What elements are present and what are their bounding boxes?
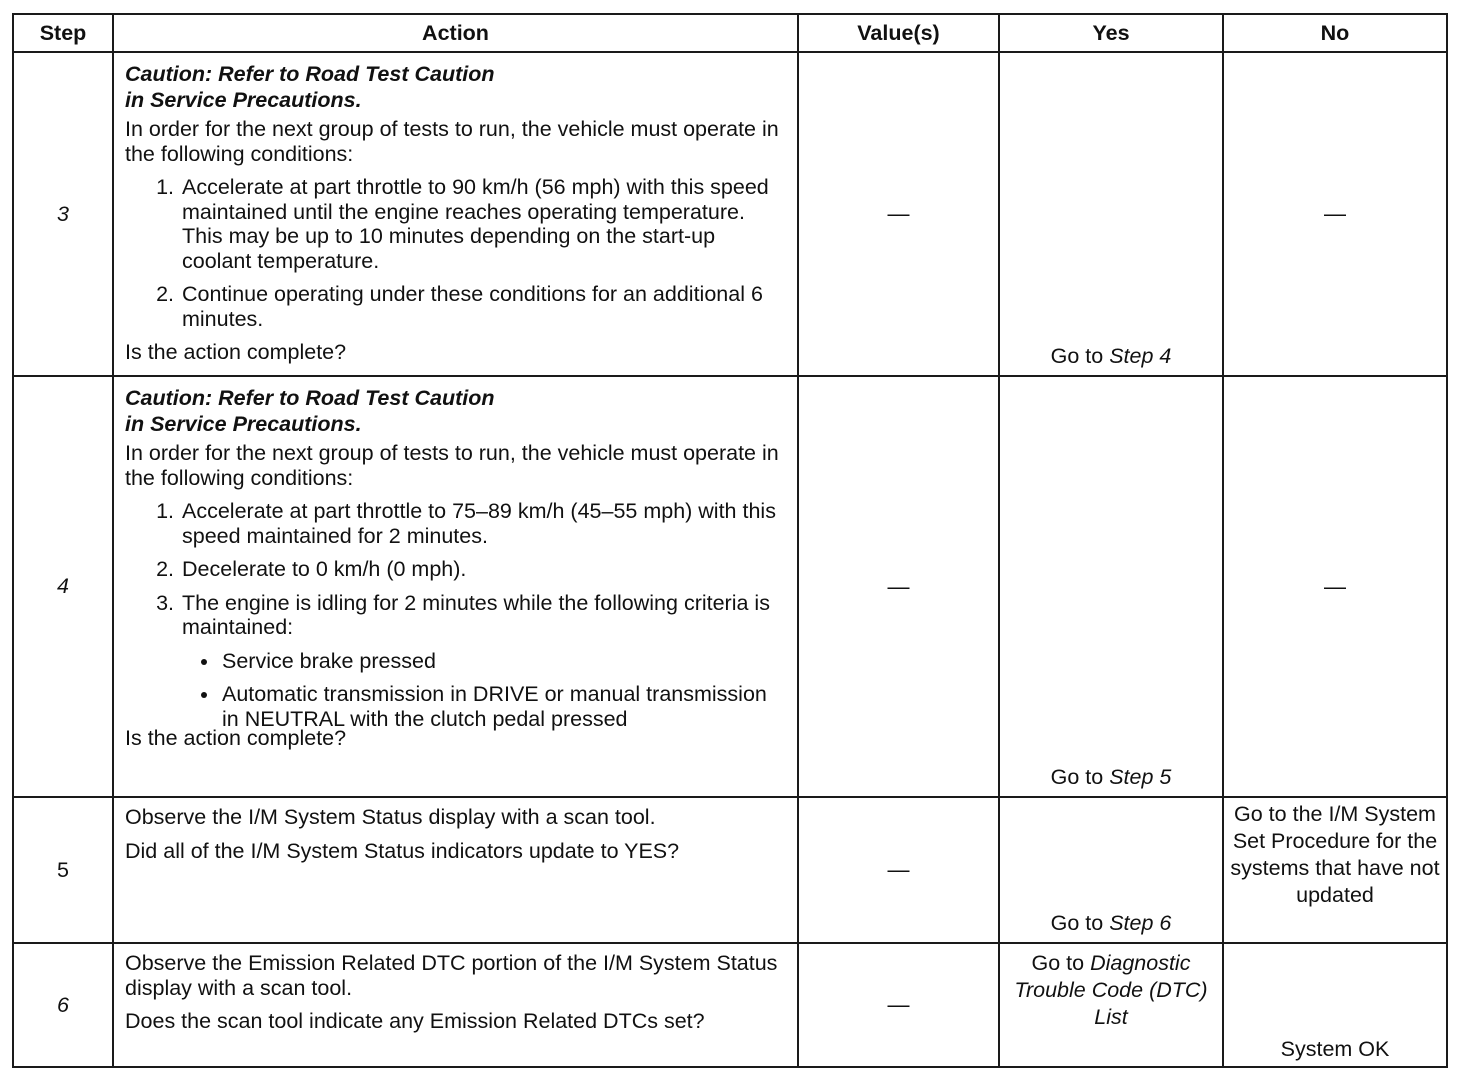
bullet-list <box>182 649 787 732</box>
go-to-text: Go to <box>1050 344 1110 368</box>
list-item <box>180 591 787 732</box>
step-link[interactable]: Step 6 <box>1109 911 1172 935</box>
list-item: 1. Accelerate at part throttle to 75–89 km/h (45–55 mph) with this speed maintained for 2 minutes. <box>180 499 787 548</box>
dtc-list-link[interactable]: Diagnostic Trouble Code (DTC) List <box>1014 951 1208 1029</box>
no-cell: — <box>1223 376 1447 797</box>
step-number: 6 <box>13 943 113 1067</box>
list-item: 2. Continue operating under these conditions for an additional 6 minutes. <box>180 282 787 331</box>
step-link[interactable]: Step 5 <box>1109 765 1172 789</box>
yes-cell <box>999 376 1223 797</box>
caution-line: in Service Precautions. <box>125 412 362 436</box>
table-row <box>13 376 1447 797</box>
diagnostic-table <box>12 13 1448 1068</box>
instruction-text: Observe the I/M System Status display with a scan tool. <box>125 805 656 829</box>
no-cell <box>1223 797 1447 943</box>
list-item-text: The engine is idling for 2 minutes while the following criteria is maintained: <box>182 590 770 639</box>
action-cell <box>113 52 798 376</box>
table-row <box>13 797 1447 943</box>
action-cell <box>113 376 798 797</box>
bullet-item: • Automatic transmission in DRIVE or manual transmission in NEUTRAL with the clutch pedal pressed <box>220 682 787 731</box>
question-text: Is the action complete? <box>125 726 347 750</box>
step-number: 3 <box>13 52 113 376</box>
yes-cell <box>999 797 1223 943</box>
numbered-list <box>125 175 787 331</box>
question-text: Is the action complete? <box>125 340 347 364</box>
instruction-text: In order for the next group of tests to run, the vehicle must operate in the following conditions: <box>125 441 779 490</box>
header-no: No <box>1223 14 1447 52</box>
action-cell <box>113 797 798 943</box>
header-action: Action <box>113 14 798 52</box>
step-number: 5 <box>13 797 113 943</box>
header-yes: Yes <box>999 14 1223 52</box>
caution-text <box>125 384 787 435</box>
header-row <box>13 14 1447 52</box>
bullet-item: • Service brake pressed <box>220 649 787 674</box>
value-cell: — <box>798 797 999 943</box>
instruction-text: Observe the Emission Related DTC portion of the I/M System Status display with a scan tool. <box>125 951 778 1000</box>
caution-text <box>125 60 787 111</box>
numbered-list <box>125 499 787 731</box>
caution-line: in Service Precautions. <box>125 88 362 112</box>
step-number: 4 <box>13 376 113 797</box>
question-text: Does the scan tool indicate any Emission Related DTCs set? <box>125 1009 705 1033</box>
no-action-text: Go to the I/M System Set Procedure for the systems that have not updated <box>1230 802 1440 907</box>
system-ok-text: System OK <box>1280 1037 1390 1061</box>
question-text: Did all of the I/M System Status indicators update to YES? <box>125 838 680 863</box>
action-cell <box>113 943 798 1067</box>
value-cell: — <box>798 376 999 797</box>
yes-cell <box>999 52 1223 376</box>
go-to-text: Go to <box>1050 765 1110 789</box>
list-item: 1. Accelerate at part throttle to 90 km/h (56 mph) with this speed maintained until the engine reaches operating temperature. This may be up to 10 minutes depending on the start-up coolant temperature. <box>180 175 787 273</box>
no-cell <box>1223 943 1447 1067</box>
value-cell: — <box>798 943 999 1067</box>
list-item: 2. Decelerate to 0 km/h (0 mph). <box>180 557 787 582</box>
step-link[interactable]: Step 4 <box>1109 344 1172 368</box>
header-values: Value(s) <box>798 14 999 52</box>
go-to-text: Go to <box>1031 951 1091 975</box>
table-row <box>13 52 1447 376</box>
caution-line: Caution: Refer to Road Test Caution <box>125 386 495 410</box>
header-step: Step <box>13 14 113 52</box>
no-cell: — <box>1223 52 1447 376</box>
yes-cell <box>999 943 1223 1067</box>
value-cell: — <box>798 52 999 376</box>
instruction-text: In order for the next group of tests to run, the vehicle must operate in the following conditions: <box>125 117 779 166</box>
table-row <box>13 943 1447 1067</box>
caution-line: Caution: Refer to Road Test Caution <box>125 62 495 86</box>
go-to-text: Go to <box>1050 911 1110 935</box>
